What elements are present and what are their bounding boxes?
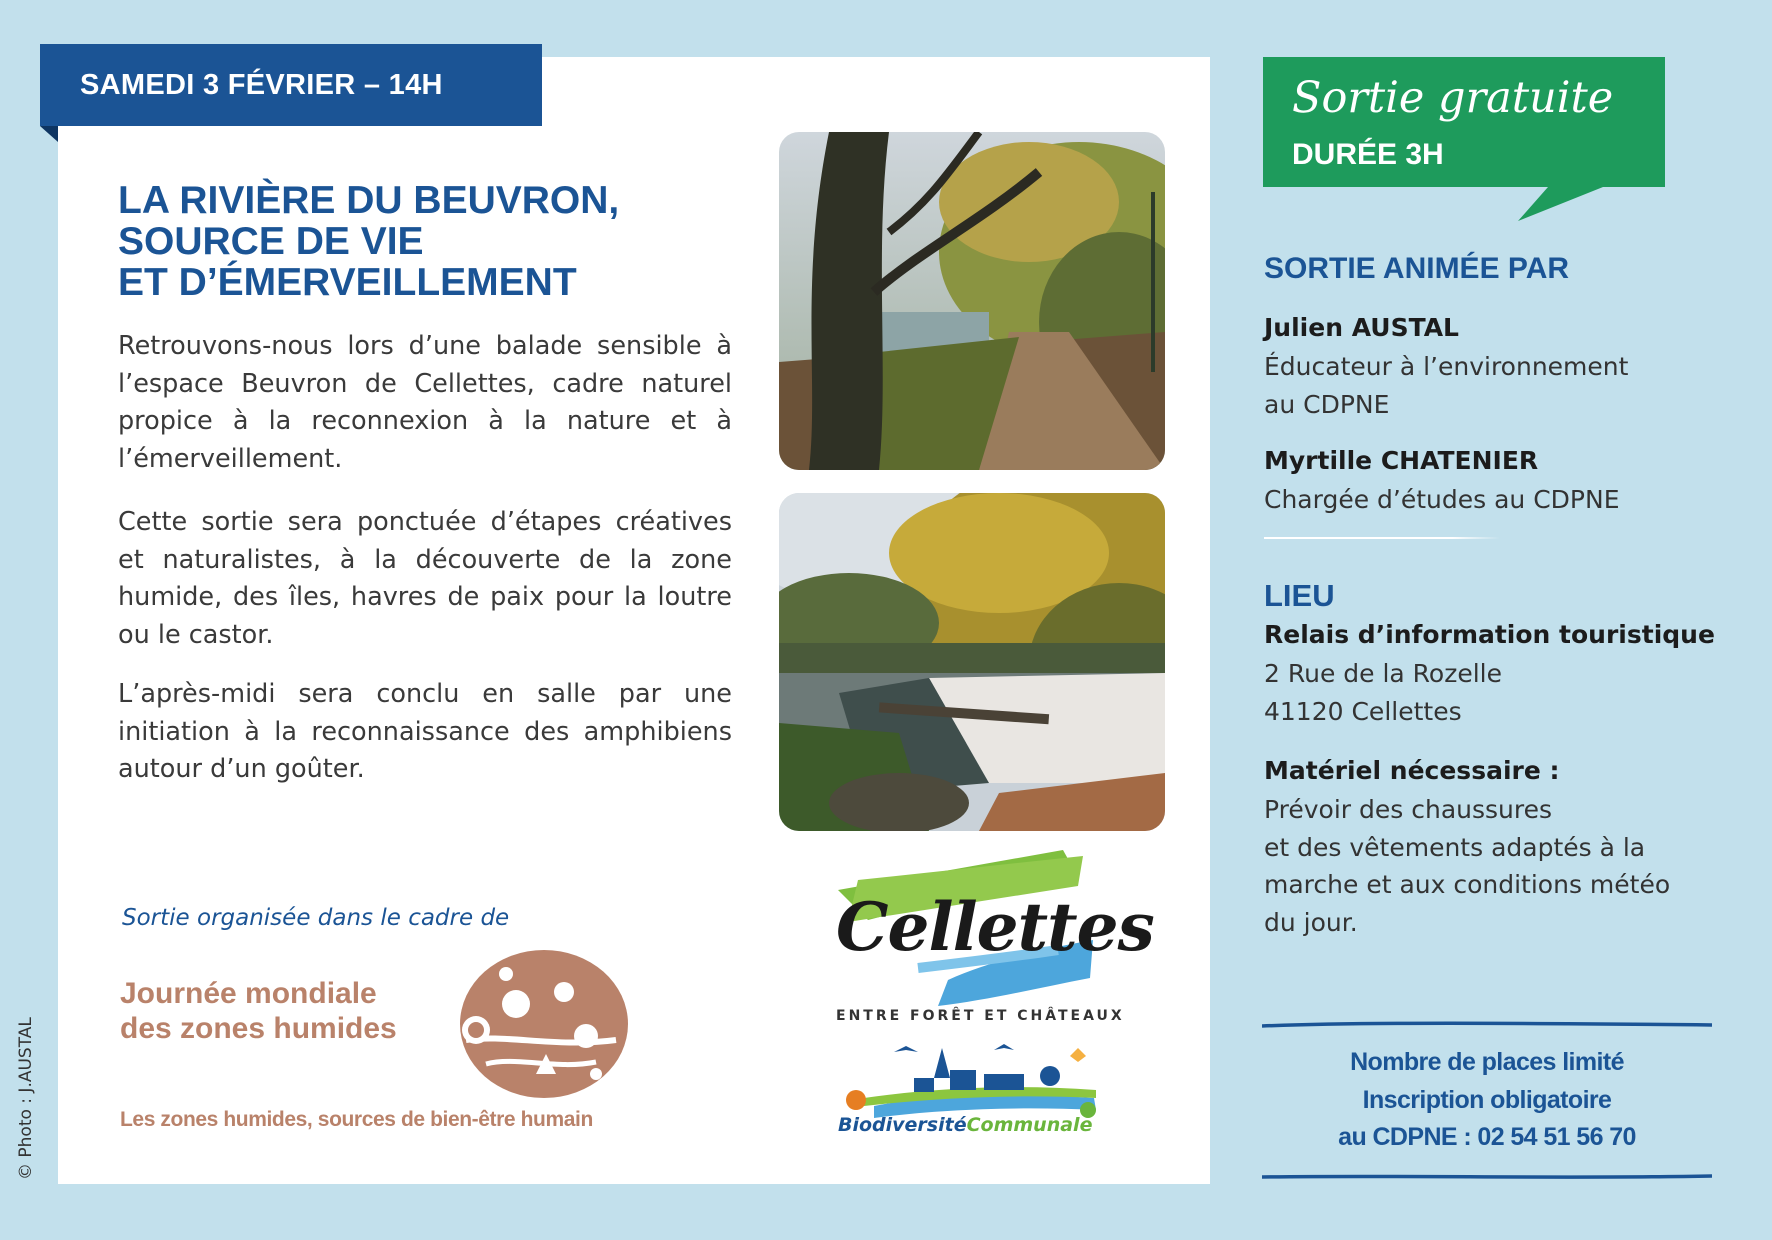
host-role-line: au CDPNE	[1264, 389, 1390, 419]
place-name: Relais d’information touristique	[1264, 620, 1715, 649]
host-name: Julien AUSTAL	[1264, 313, 1459, 342]
brush-divider	[1262, 1172, 1712, 1182]
event-title	[118, 180, 738, 303]
jmzh-line: des zones humides	[120, 1012, 397, 1045]
inscription-info	[1262, 1044, 1712, 1157]
description-paragraph: Retrouvons-nous lors d’une balade sensible à l’espace Beuvron de Cellettes, cadre naturel propice à la reconnexion à la nature et à l’émerveillement.	[118, 331, 732, 474]
inscription-line: au CDPNE : 02 54 51 56 70	[1338, 1123, 1636, 1151]
equipment-line: marche et aux conditions météo	[1264, 870, 1671, 899]
photo-credit: © Photo : J.AUSTAL	[16, 1017, 36, 1180]
title-line: LA RIVIÈRE DU BEUVRON,	[118, 179, 620, 222]
organised-caption: Sortie organisée dans le cadre de	[122, 905, 510, 931]
cellettes-wordmark: Cellettes	[836, 888, 1154, 966]
jmzh-tagline: Les zones humides, sources de bien-être humain	[120, 1108, 593, 1131]
inscription-line: Inscription obligatoire	[1362, 1085, 1612, 1114]
wetland-emblem-icon	[446, 944, 632, 1104]
date-banner: SAMEDI 3 FÉVRIER – 14H	[40, 44, 542, 126]
biodiv-part: Biodiversité	[838, 1114, 967, 1136]
biodiversite-wordmark	[838, 1114, 1092, 1136]
brush-divider	[1262, 1020, 1712, 1030]
section-divider	[1264, 537, 1500, 539]
hosts-heading: SORTIE ANIMÉE PAR	[1264, 252, 1570, 285]
river-path-photo	[779, 132, 1165, 470]
village-skyline-icon	[834, 1040, 1104, 1120]
host-role	[1264, 348, 1628, 423]
duration-label: DURÉE 3H	[1292, 138, 1444, 171]
place-address	[1264, 655, 1502, 730]
host-role-line: Éducateur à l’environnement	[1264, 352, 1629, 381]
equipment-line: du jour.	[1264, 907, 1358, 937]
biodiv-part: Communale	[966, 1114, 1093, 1136]
address-line: 41120 Cellettes	[1264, 696, 1462, 726]
jmzh-line: Journée mondiale	[120, 977, 377, 1010]
banner-fold	[40, 126, 58, 142]
inscription-line: Nombre de places limité	[1350, 1048, 1624, 1076]
title-line: ET D’ÉMERVEILLEMENT	[118, 261, 577, 304]
description-paragraph: L’après-midi sera conclu en salle par une initiation à la reconnaissance des amphibiens autour d’un goûter.	[118, 679, 732, 784]
jmzh-title	[120, 976, 397, 1046]
title-line: SOURCE DE VIE	[118, 220, 424, 263]
host-role-line: Chargée d’études au CDPNE	[1264, 485, 1620, 514]
river-weir-photo	[779, 493, 1165, 831]
cellettes-subtitle: ENTRE FORÊT ET CHÂTEAUX	[836, 1008, 1125, 1024]
equipment-heading: Matériel nécessaire :	[1264, 756, 1560, 785]
place-heading: LIEU	[1264, 578, 1335, 613]
equipment-line: et des vêtements adaptés à la	[1264, 832, 1646, 862]
host-role	[1264, 481, 1620, 519]
equipment-text	[1264, 791, 1670, 941]
equipment-line: Prévoir des chaussures	[1264, 795, 1553, 824]
address-line: 2 Rue de la Rozelle	[1264, 659, 1503, 688]
free-outing-title: Sortie gratuite	[1292, 73, 1614, 123]
description-paragraph: Cette sortie sera ponctuée d’étapes créatives et naturalistes, à la découverte de la zone humide, des îles, havres de paix pour la loutre ou le castor.	[118, 507, 732, 650]
host-name: Myrtille CHATENIER	[1264, 446, 1539, 475]
